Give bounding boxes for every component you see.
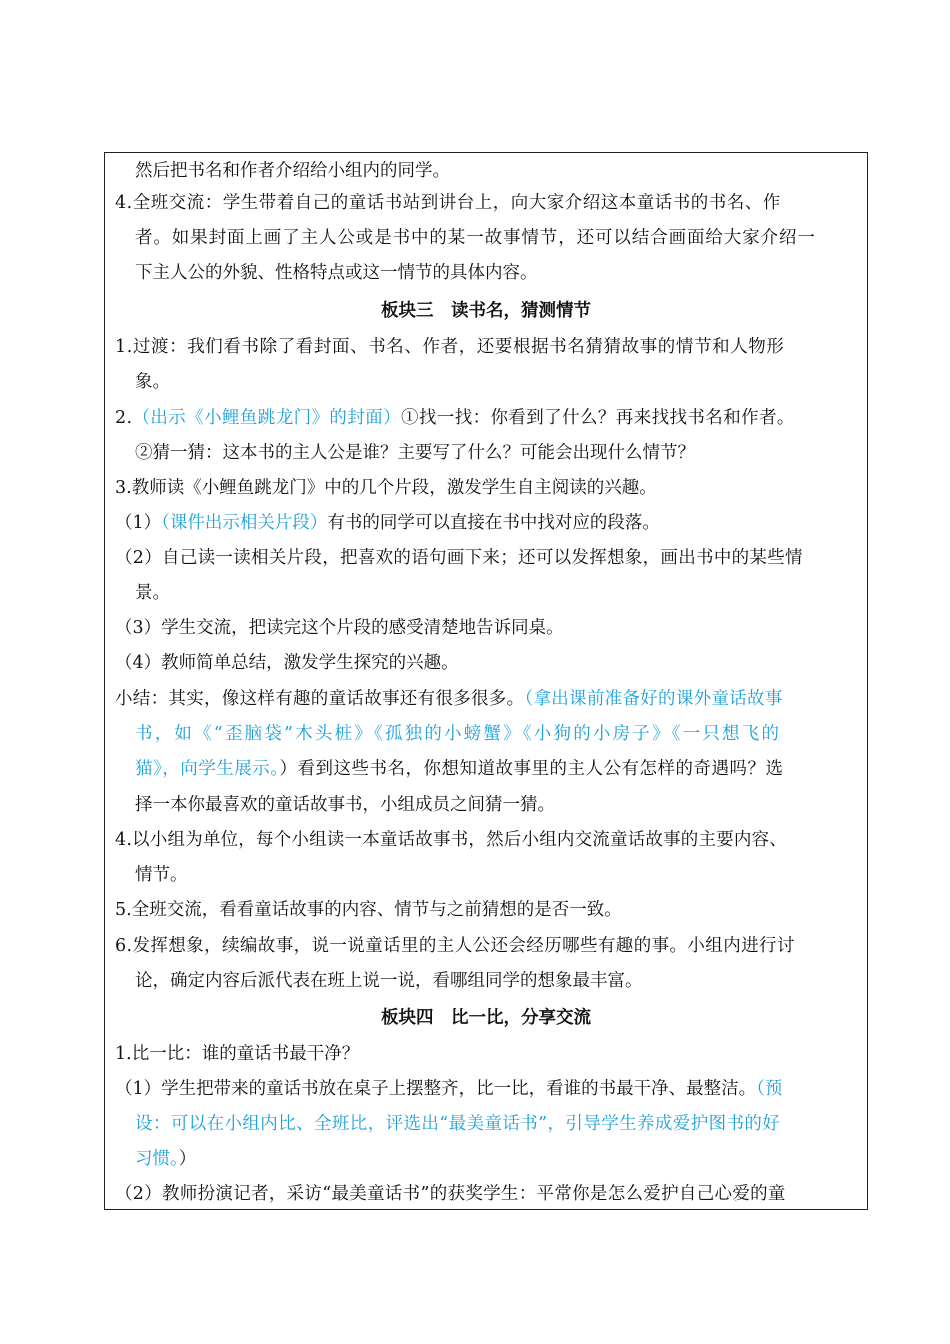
- text-line: 1.比一比：谁的童话书最干净？: [115, 1044, 360, 1064]
- text-line: （2）教师扮演记者，采访“最美童话书”的获奖学生：平常你是怎么爱护自己心爱的童: [115, 1184, 786, 1204]
- teaching-note: （预: [756, 1079, 783, 1099]
- text-line: 下主人公的外貌、性格特点或这一情节的具体内容。: [135, 263, 538, 283]
- text-line: 然后把书名和作者介绍给小组内的同学。: [135, 161, 450, 181]
- section-heading: 板块三 读书名，猜测情节: [381, 301, 591, 321]
- teaching-note: 书，如《“歪脑袋”木头桩》《孤独的小螃蟹》《小狗的小房子》《一只想飞的: [135, 724, 782, 744]
- text-line: （3）学生交流，把读完这个片段的感受清楚地告诉同桌。: [115, 618, 564, 638]
- text-line: （4）教师简单总结，激发学生探究的兴趣。: [115, 653, 459, 673]
- teaching-note: （出示《小鲤鱼跳龙门》的封面）: [132, 408, 401, 428]
- lesson-table-cell: [104, 152, 868, 1210]
- text-line: 4.全班交流：学生带着自己的童话书站到讲台上，向大家介绍这本童话书的书名、作: [115, 193, 781, 213]
- teaching-note: 猫》，向学生展示。: [135, 759, 280, 779]
- text-line: 小结：其实，像这样有趣的童话故事还有很多很多。（拿出课前准备好的课外童话故事: [115, 689, 783, 709]
- text-line: 者。如果封面上画了主人公或是书中的某一故事情节，还可以结合画面给大家介绍一: [135, 228, 816, 248]
- section-heading: 板块四 比一比，分享交流: [381, 1008, 591, 1028]
- teaching-note: 习惯。: [135, 1149, 179, 1169]
- text-line: 象。: [135, 372, 170, 392]
- text-line: 4.以小组为单位，每个小组读一本童话故事书，然后小组内交流童话故事的主要内容、: [115, 830, 787, 850]
- teaching-note: （课件出示相关片段）: [161, 513, 328, 533]
- text-line: 习惯。）: [135, 1149, 197, 1169]
- teaching-note: （拿出课前准备好的课外童话故事: [524, 689, 783, 709]
- text-line: 择一本你最喜欢的童话故事书，小组成员之间猜一猜。: [135, 795, 555, 815]
- teaching-note: 设：可以在小组内比、全班比，评选出“最美童话书”，引导学生养成爱护图书的好: [135, 1114, 781, 1134]
- text-line: 论，确定内容后派代表在班上说一说，看哪组同学的想象最丰富。: [135, 971, 643, 991]
- text-line: 猫》，向学生展示。）看到这些书名，你想知道故事里的主人公有怎样的奇遇吗？选: [135, 759, 784, 779]
- text-line: 2.（出示《小鲤鱼跳龙门》的封面）①找一找：你看到了什么？再来找找书名和作者。: [115, 408, 795, 428]
- text-line: （1）学生把带来的童话书放在桌子上摆整齐，比一比，看谁的书最干净、最整洁。（预: [115, 1079, 783, 1099]
- text-line: 3.教师读《小鲤鱼跳龙门》中的几个片段，激发学生自主阅读的兴趣。: [115, 478, 657, 498]
- text-line: 情节。: [135, 865, 188, 885]
- text-line: 6.发挥想象，续编故事，说一说童话里的主人公还会经历哪些有趣的事。小组内进行讨: [115, 936, 795, 956]
- text-line: （2）自己读一读相关片段，把喜欢的语句画下来；还可以发挥想象，画出书中的某些情: [115, 548, 803, 568]
- text-line: 1.过渡：我们看书除了看封面、书名、作者，还要根据书名猜猜故事的情节和人物形: [115, 337, 785, 357]
- text-line: 景。: [135, 583, 170, 603]
- text-line: ②猜一猜：这本书的主人公是谁？主要写了什么？可能会出现什么情节？: [135, 443, 695, 463]
- text-line: 5.全班交流，看看童话故事的内容、情节与之前猜想的是否一致。: [115, 900, 622, 920]
- text-line: （1）（课件出示相关片段）有书的同学可以直接在书中找对应的段落。: [115, 513, 660, 533]
